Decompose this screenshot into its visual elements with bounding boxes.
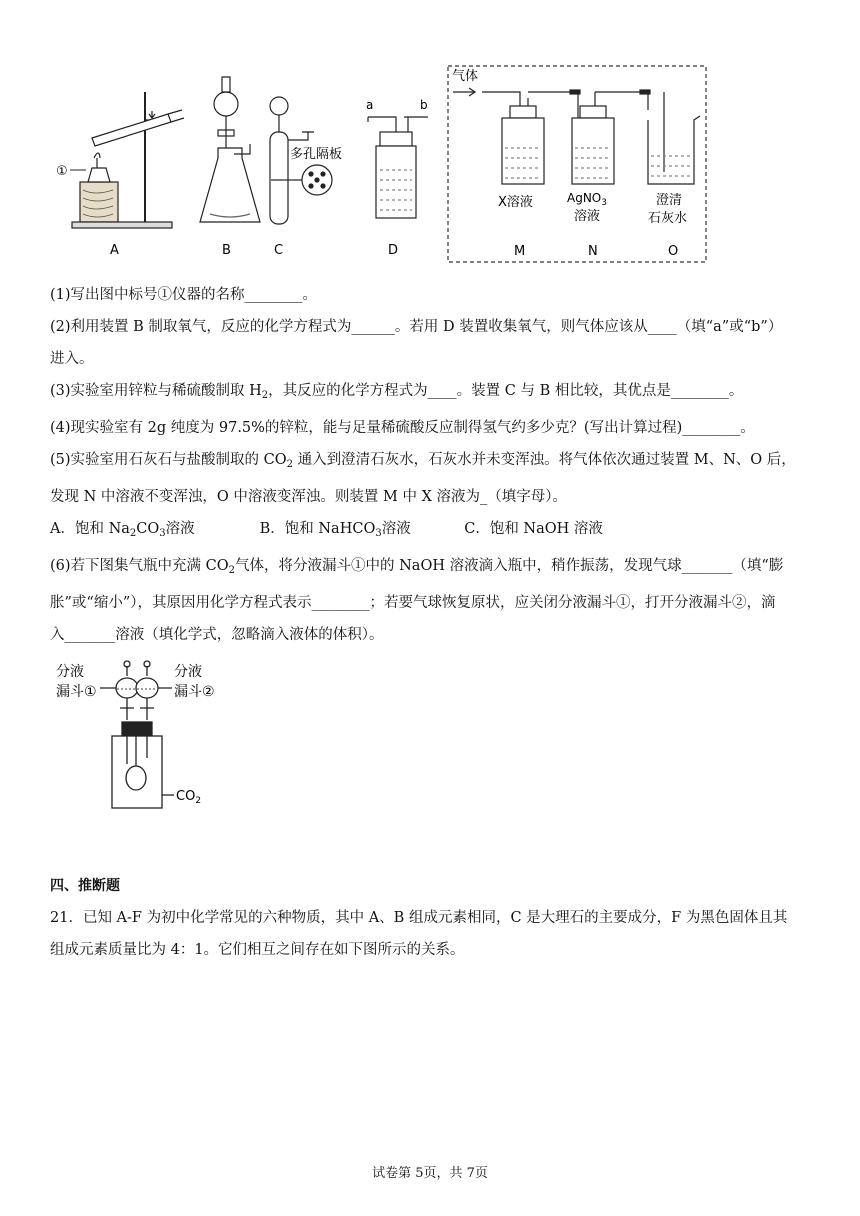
- question-4: (4)现实验室有 2g 纯度为 97.5%的锌粒，能与足量稀硫酸反应制得氢气约多少克？(写出计算过程)________。: [50, 420, 755, 436]
- question-5-line-2: 发现 N 中溶液不变浑浊，O 中溶液变浑浊。则装置 M 中 X 溶液为_（填字母）。: [50, 489, 568, 505]
- page-footer: 试卷第 5页，共 7页: [372, 1166, 488, 1181]
- option-b: B．饱和 NaHCO$_3$溶液: [259, 521, 411, 539]
- port-a-label: a: [366, 98, 374, 112]
- funnel-1-label-line-1: 分液: [56, 664, 84, 680]
- apparatus-d: [368, 117, 428, 218]
- question-1: (1)写出图中标号①仪器的名称________。: [50, 287, 318, 303]
- apparatus-a: [72, 92, 184, 228]
- question-6-line-3: 入_______溶液（填化学式，忽略滴入液体的体积）。: [50, 627, 384, 643]
- limewater-label-2: 石灰水: [648, 211, 688, 226]
- apparatus-mno: [453, 88, 700, 184]
- label-b: B: [222, 243, 231, 258]
- funnel-1-label-line-2: 漏斗①: [56, 684, 97, 700]
- label-d: D: [388, 243, 399, 258]
- label-a: A: [110, 243, 119, 258]
- limewater-label-1: 澄清: [656, 193, 683, 208]
- question-2-line-2: 进入。: [50, 351, 94, 367]
- separatory-funnels: [100, 661, 174, 808]
- funnel-2-label-line-2: 漏斗②: [174, 684, 215, 700]
- option-a: A．饱和 $Na_2CO_3$溶液: [50, 521, 195, 539]
- circle1-label: ①: [56, 164, 68, 179]
- question-21-line-1: 21．已知 A-F 为初中化学常见的六种物质，其中 A、B 组成元素相同，C 是大理石的主要成分，F 为黑色固体且其: [50, 910, 788, 926]
- label-c: C: [274, 243, 284, 258]
- x-solution-label: X溶液: [498, 195, 533, 210]
- question-6-line-1: (6)若下图集气瓶中充满 $CO_2$气体，将分液漏斗①中的 NaOH 溶液滴入瓶中，稍作振荡，发现气球_______（填“膨: [50, 558, 784, 576]
- question-5-options: [50, 513, 820, 550]
- agno3-solution-label: 溶液: [574, 209, 601, 224]
- question-5-line-1: (5)实验室用石灰石与盐酸制取的 $CO_2$ 通入到澄清石灰水，石灰水并未变浑浊。将气体依次通过装置 M、N、O 后，: [50, 452, 796, 470]
- question-6-line-2: 胀”或“缩小”），其原因用化学方程式表示________；若要气球恢复原状，应关闭分液漏斗①，打开分液漏斗②，滴: [50, 595, 776, 611]
- question-3: (3)实验室用锌粒与稀硫酸制取 $H_2$，其反应的化学方程式为____。装置 C 与 B 相比较，其优点是________。: [50, 383, 744, 401]
- gas-bottle-figure: [50, 658, 250, 818]
- co2-label: $CO_2$: [176, 789, 202, 806]
- porous-plate-label: 多孔隔板: [290, 147, 343, 162]
- option-c: C．饱和 NaOH 溶液: [464, 521, 603, 537]
- apparatus-figure: [50, 62, 710, 267]
- question-21-line-2: 组成元素质量比为 4：1。它们相互之间存在如下图所示的关系。: [50, 942, 465, 958]
- agno3-label: AgNO$_3$: [567, 191, 607, 208]
- label-o: O: [668, 244, 679, 259]
- label-m: M: [514, 244, 526, 259]
- apparatus-b: [200, 77, 260, 222]
- port-b-label: b: [420, 98, 428, 112]
- section-heading: 四、推断题: [50, 878, 120, 894]
- funnel-2-label-line-1: 分液: [174, 664, 202, 680]
- gas-label: 气体: [452, 69, 479, 84]
- question-21: [50, 902, 820, 966]
- label-n: N: [588, 244, 598, 259]
- question-2-line-1: (2)利用装置 B 制取氧气，反应的化学方程式为______。若用 D 装置收集氧气，则气体应该从____（填“a”或“b”）: [50, 319, 783, 335]
- questions-block: [50, 279, 820, 651]
